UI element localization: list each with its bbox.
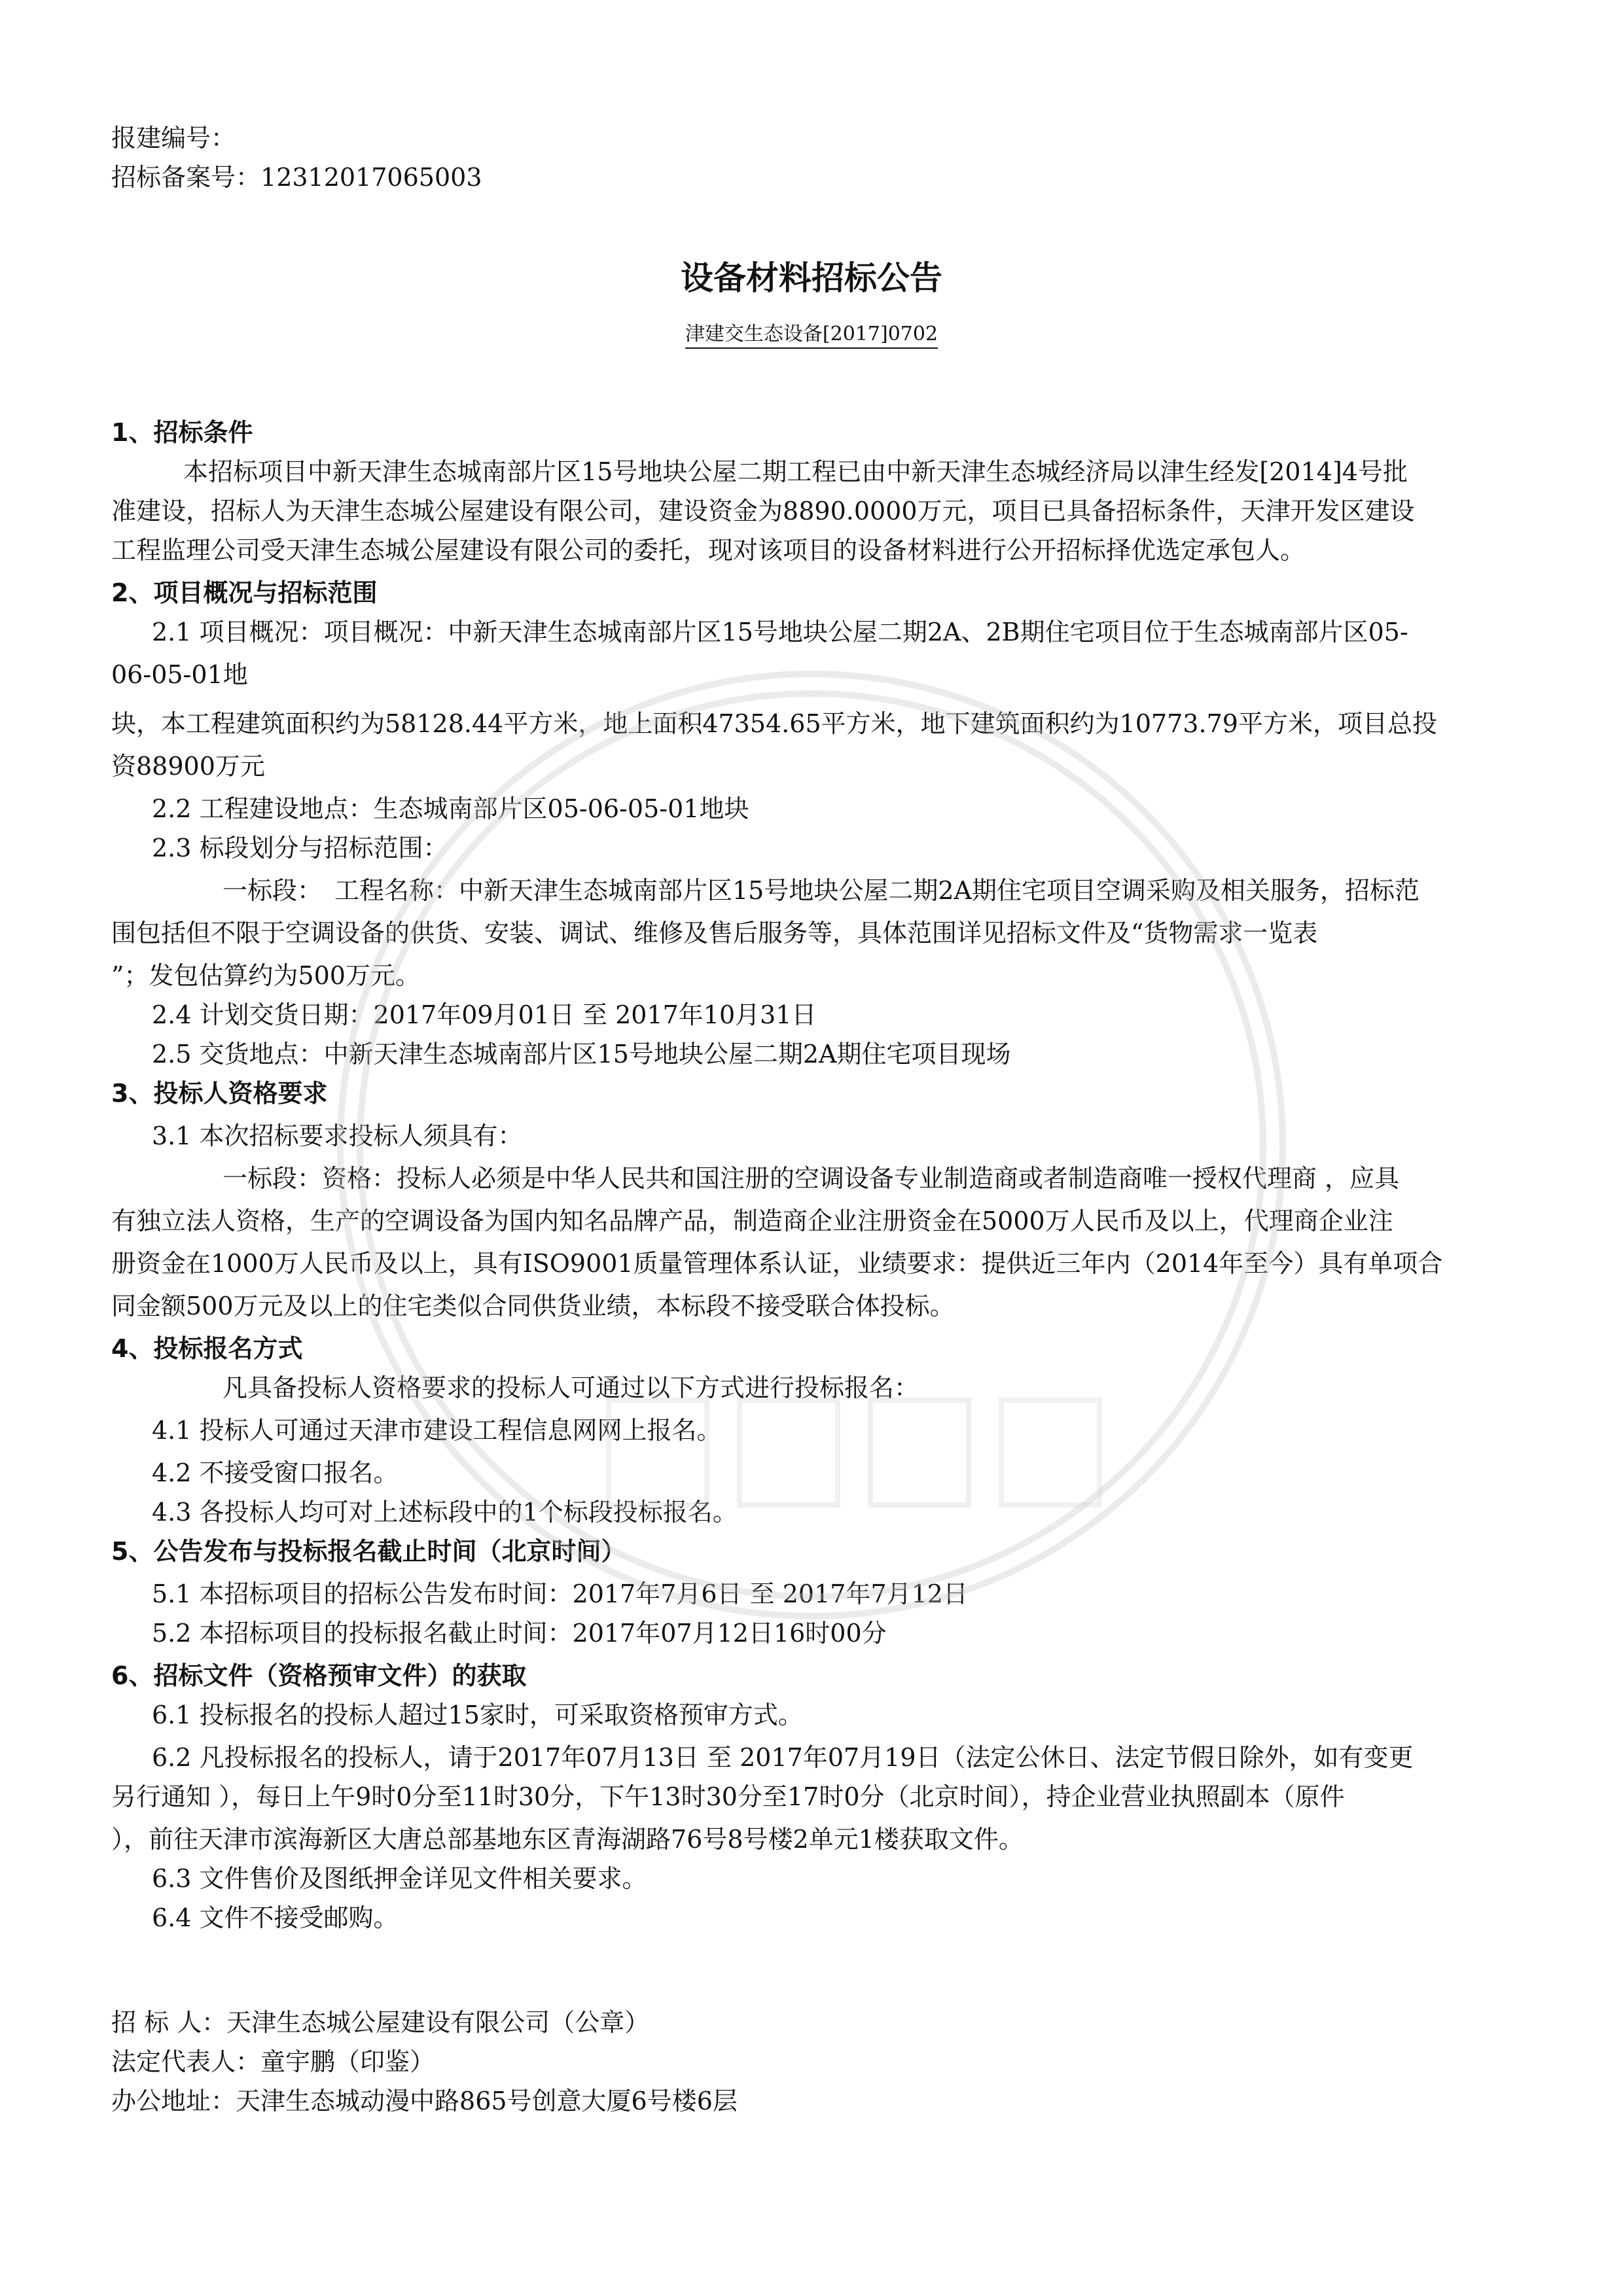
approval-document: 津生经发[2014]4号 [1160,458,1383,487]
lot-line-3: ”；发包估算约为500万元。 [111,962,420,990]
s1-line-3 [111,537,1512,565]
tenderer-label: 招 标 人： [111,2009,227,2037]
s1-line-1 [183,458,1512,487]
report-number-label: 报建编号： [111,124,236,152]
legal-rep-value: 童宇鹏 [260,2048,335,2077]
s5-2: 5.2 本招标项目的投标报名截止时间：2017年07月12日16时00分 [152,1619,887,1648]
text-run: 至 [698,1744,740,1772]
lot-line-1: 一标段： 工程名称：中新天津生态城南部片区15号地块公屋二期2A期住宅项目空调采购及相关服务，招标范 [223,877,1419,905]
s2-5: 2.5 交货地点：中新天津生态城南部片区15号地块公屋二期2A期住宅项目现场 [152,1040,1011,1069]
text-run: 的委托，现对该项目的设备材料进行公开招标择优选定承包人。 [609,537,1306,565]
project-name: 中新天津生态城南部片区15号地块公屋二期工程 [308,458,836,487]
pickup-address: 天津市滨海新区大唐总部基地东区青海湖路76号8号楼2单元1楼 [198,1826,899,1854]
agent-name-part1: 天津开发区建设 [1241,497,1415,526]
time-value: 9 [355,1783,371,1812]
performance-requirement: 提供近三年内（2014年至今）具有单项合 [982,1250,1443,1279]
text-run: 分，下午 [550,1783,650,1811]
time-value: 17 [787,1783,819,1812]
qual-line-1 [223,1165,1512,1193]
text-run: 分至 [737,1783,787,1811]
tenderer-line [111,2009,1512,2038]
s2-1-line-1: 2.1 项目概况：项目概况：中新天津生态城南部片区15号地块公屋二期2A、2B期住宅项目位于生态城南部片区05- [152,618,1408,646]
s1-line-2 [111,497,1512,526]
text-run: 一标段：资格： [223,1165,397,1193]
text-run: 分至 [412,1783,462,1811]
s6-1: 6.1 投标报名的投标人超过15家时，可采取资格预审方式。 [152,1701,803,1729]
s4-3 [152,1498,1512,1527]
text-run: 另行通知 ），每日上午 [111,1783,356,1811]
text-run: 以 [1135,458,1160,486]
text-run: ，建设资金为 [633,497,783,525]
record-number-label: 招标备案号： [111,164,261,192]
text-run: 批 [1382,458,1408,486]
record-number-line [111,164,1512,192]
qualification-text: 投标人必须是中华人民共和国注册的空调设备专业制造商或者制造商唯一授权代理商 ，应具 [397,1165,1399,1193]
document-number-text: 津建交生态设备[2017]0702 [685,323,938,349]
lot-line-2: 围包括但不限于空调设备的供货、安装、调试、维修及售后服务等，具体范围详见招标文件及“货物需求一览表 [111,919,1318,947]
s6-2-line-3 [111,1826,1512,1854]
text-run: 本招标项目 [183,458,308,486]
s2-4: 2.4 计划交货日期：2017年09月01日 至 2017年10月31日 [152,1001,817,1029]
s2-3: 2.3 标段划分与招标范围： [152,834,448,862]
consortium-policy: 不接受 [731,1292,806,1321]
text-run: 时 [371,1783,397,1811]
text-run: 本标段 [656,1292,731,1320]
section-1-heading: 1、招标条件 [111,419,253,447]
tenderer-name: 天津生态城公屋建设有限公司 [310,497,633,526]
text-run: 获取文件。 [899,1826,1024,1854]
text-run: 准建设，招标人为 [111,497,311,525]
legal-rep-label: 法定代表人： [111,2048,261,2076]
s6-3: 6.3 文件售价及图纸押金详见文件相关要求。 [152,1865,647,1893]
qualification-text: 册资金在1000万人民币及以上，具有ISO9001质量管理体系认证， [111,1250,857,1279]
text-run: （法定公休日、法定节假日除外，如有变更 [940,1744,1414,1772]
qual-line-4 [111,1292,1512,1321]
time-value: 11 [462,1783,493,1812]
time-value: 30 [706,1783,738,1812]
text-run: 分（北京时间），持企业营业执照副本（原件 [859,1783,1345,1811]
text-run: 个标段投标报名。 [538,1498,738,1527]
funding-amount: 8890.0000 [783,497,918,526]
text-run: 受 [260,537,286,565]
legal-rep-line [111,2048,1512,2077]
start-date: 2017年07月13日 [498,1744,699,1773]
section-6-heading: 6、招标文件（资格预审文件）的获取 [111,1662,527,1690]
office-address-value: 天津生态城动漫中路865号创意大厦6号楼6层 [236,2087,738,2116]
text-run: 4.3 各投标人均可对上述标段中的 [152,1498,523,1527]
report-number-line [111,124,1512,153]
qual-line-3 [111,1250,1512,1279]
qualification-text: 有独立法人资格，生产的空调设备为国内知名品牌产品，制造商企业注册资金在5000万人民币及以上，代理商企业注 [111,1207,1393,1236]
text-run: ），前往 [111,1826,199,1854]
text-run: 6.2 凡投标报名的投标人，请于 [152,1744,498,1772]
time-value: 13 [649,1783,681,1812]
approval-authority: 中新天津生态城经济局 [886,458,1135,487]
text-run: 联合体投标。 [805,1292,955,1320]
s4-intro: 凡具备投标人资格要求的投标人可通过以下方式进行投标报名： [223,1374,919,1402]
lot-count: 1 [523,1498,539,1527]
text-run: 时 [493,1783,518,1811]
text-run: 时 [681,1783,706,1811]
section-2-heading: 2、项目概况与招标范围 [111,579,378,607]
tenderer-name: 天津生态城公屋建设有限公司 [285,537,609,565]
page-title: 设备材料招标公告 [681,259,942,297]
time-value: 30 [518,1783,550,1812]
s6-4: 6.4 文件不接受邮购。 [152,1904,399,1932]
end-date: 2017年07月19日 [740,1744,940,1773]
agent-name-part2: 工程监理公司 [111,537,260,565]
s6-2-line-1 [152,1744,1512,1773]
record-number-value: 12312017065003 [260,164,482,192]
seal-note: （公章） [550,2009,650,2037]
performance-requirement: 同金额500万元及以上的住宅类似合同供货业绩， [111,1292,656,1321]
time-value: 0 [844,1783,859,1812]
qual-line-2 [111,1207,1512,1236]
s6-2-line-2 [111,1783,1512,1812]
text-run: 时 [819,1783,844,1811]
s4-1: 4.1 投标人可通过天津市建设工程信息网网上报名。 [152,1417,722,1445]
seal-note: （印鉴） [335,2048,435,2076]
s3-1: 3.1 本次招标要求投标人须具有： [152,1122,523,1150]
section-4-heading: 4、投标报名方式 [111,1335,303,1363]
time-value: 0 [396,1783,412,1812]
s4-2: 4.2 不接受窗口报名。 [152,1459,399,1487]
s2-1-line-2: 06-05-01地 [111,661,248,689]
text-run: 万元，项目已具备招标条件， [917,497,1241,525]
document-number [0,317,1623,346]
tenderer-value: 天津生态城公屋建设有限公司 [226,2009,550,2038]
s2-1-line-3: 块，本工程建筑面积约为58128.44平方米，地上面积47354.65平方米，地下建筑面积约为10773.79平方米，项目总投 [111,710,1437,738]
section-3-heading: 3、投标人资格要求 [111,1080,328,1108]
office-address-line [111,2087,1512,2116]
s2-2: 2.2 工程建设地点：生态城南部片区05-06-05-01地块 [152,795,749,823]
text-run: 已由 [836,458,887,486]
text-run: 业绩要求： [857,1250,982,1278]
section-5-heading: 5、公告发布与投标报名截止时间（北京时间） [111,1538,626,1566]
s2-1-line-4: 资88900万元 [111,752,265,781]
s5-1: 5.1 本招标项目的招标公告发布时间：2017年7月6日 至 2017年7月12日 [152,1580,968,1608]
office-address-label: 办公地址： [111,2087,236,2115]
